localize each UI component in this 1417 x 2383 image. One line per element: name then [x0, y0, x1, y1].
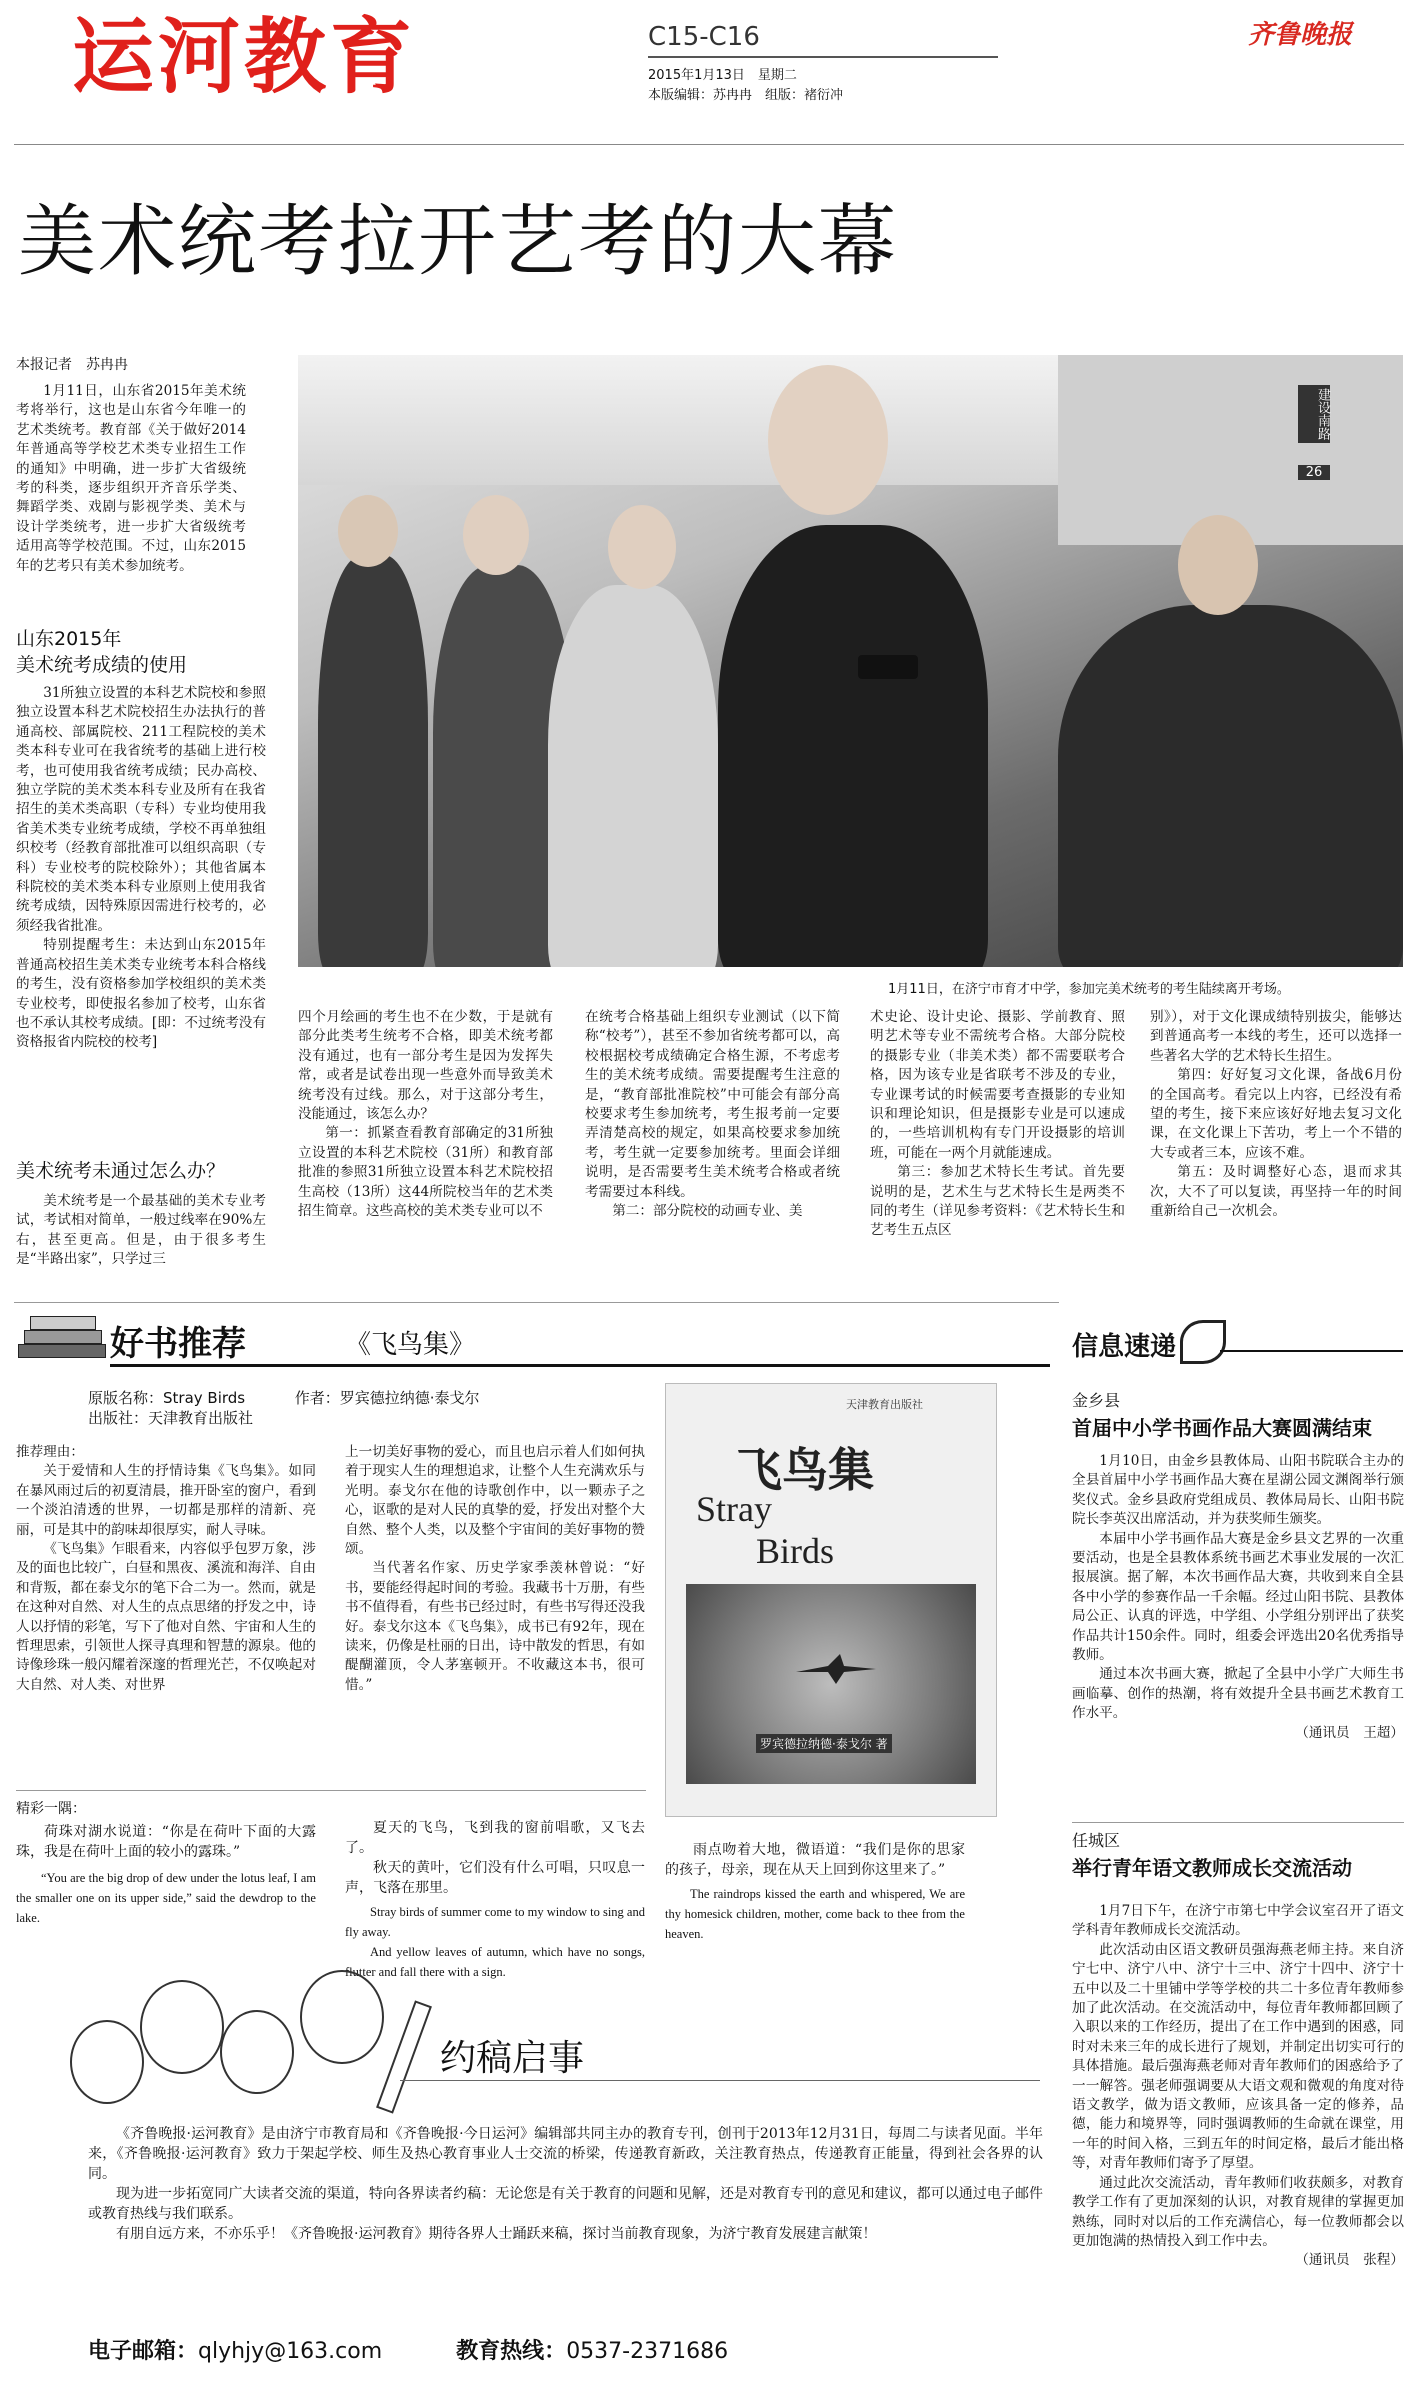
cover-publisher: 天津教育出版社 [846, 1398, 923, 1411]
book-reason-col1: 推荐理由： 关于爱情和人生的抒情诗集《飞鸟集》。如同在暴风雨过后的初夏清晨，推开卧室的窗户，看到一个淡泊清透的世界，一切都是那样的清新、亮丽，可是其中的韵味却很厚实，耐人寻味。 《飞鸟集》乍眼看来，内容似乎包罗万象，涉及的面也比较广，白昼和黑夜、溪流和海洋、自由和背叛，都在泰戈尔的笔下合二为一。然而，就是在这种对自然、对人生的点点思绪的抒发之中，诗人以抒情的彩笔，写下了他对自然、宇宙和人生的哲理思索，引领世人探寻真理和智慧的源泉。他的诗像珍珠一般闪耀着深邃的哲理光芒，不仅唤起对大自然、对人类、对世界 [16, 1444, 316, 1693]
house-number: 26 [1298, 465, 1330, 480]
date-line: 2015年1月13日 星期二 [648, 68, 797, 83]
header-rule [14, 144, 1404, 145]
news-item1-body: 1月10日，由金乡县教体局、山阳书院联合主办的全县首届中小学书画作品大赛在星湖公园文渊阁举行颁奖仪式。金乡县政府党组成员、教体局局长、山阳书院院长李英汉出席活动，并为获奖师生颁奖。 本届中小学书画作品大赛是金乡县文艺界的一次重要活动，也是全县教体系统书画艺术事业发展的一次汇报展演。据了解，本次书画作品大赛，共收到来自全县各中小学的参赛作品一千余幅。经过山阳书院、县教体局公正、认真的评选，中学组、小学组分别评出了获奖作品共计150余件。同时，组委会评选出20名优秀指导教师。 通过本次书画大赛，掀起了全县中小学广大师生书画临摹、创作的热潮，将有效提升全县书画艺术教育工作水平。 （通讯员 王超） [1072, 1453, 1404, 1741]
news-title-rule [1220, 1350, 1403, 1352]
bird-icon [796, 1654, 876, 1684]
cover-title-en-1: Stray [696, 1489, 772, 1529]
page-range: C15-C16 [648, 22, 760, 52]
excerpt-3: 雨点吻着大地，微语道：“我们是你的思家的孩子，母亲，现在从天上回到你这里来了。” The raindrops kissed the earth and whispered, We are thy homesick children, mother, come back to thee from the heaven. [665, 1842, 965, 1941]
col2-body: 四个月绘画的考生也不在少数，于是就有部分此类考生统考不合格，即美术统考都没有通过，也有一部分考生是因为发挥失常，或者是试卷出现一些意外而导致美术统考没有过线。那么，对于这部分考生，没能通过，该怎么办？ 第一：抓紧查看教育部确定的31所独立设置的本科艺术院校（31所）和教育部批准的参照31所独立设置本科艺术院校招生高校（13所）这44所院校当年的艺术类招生简章。这些高校的美术类专业可以不 [298, 1009, 553, 1220]
book-stack-icon [18, 1316, 108, 1366]
kids-illustration [70, 1960, 400, 2110]
excerpt-rule [16, 1790, 646, 1791]
masthead-title: 运河教育 [72, 10, 417, 105]
news-section-title: 信息速递 [1072, 1332, 1177, 1362]
street-sign: 建设南路 [1298, 385, 1330, 443]
masthead-underline [648, 56, 998, 58]
cover-title-en-2: Birds [756, 1531, 835, 1571]
email-label: 电子邮箱： [88, 2339, 199, 2364]
col3-body: 在统考合格基础上组织专业测试（以下简称“校考”），甚至不参加省统考都可以，高校根据校考成绩确定合格生源，不考虑考生的美术统考成绩。需要提醒考生注意的是，“教育部批准院校”中可能会有部分高校要求考生参加统考，考生报考前一定要弄清楚高校的规定，如果高校要求参加统考，考生就一定要参加统考。里面会详细说明，是否需要考生美术统考合格或者统考需要过本科线。 第二：部分院校的动画专业、美 [585, 1009, 840, 1220]
editors-line: 本版编辑：苏冉冉 组版：褚衍冲 [648, 88, 844, 103]
col5-body: 别》），对于文化课成绩特别拔尖，能够达到普通高考一本线的考生，还可以选择一些著名大学的艺术特长生招生。 第四：好好复习文化课，备战6月份的全国高考。看完以上内容，已经没有希望的考生，接下来应该好好地去复习文化课，在文化课上下苦功，考上一个不错的大专或者三本，应该不难。 第五：及时调整好心态，退而求其次，大不了可以复读，再坚持一年的时间重新给自己一次机会。 [1150, 1009, 1402, 1220]
photo-caption: 1月11日，在济宁市育才中学，参加完美术统考的考生陆续离开考场。 [888, 982, 1290, 997]
subhead-1: 山东2015年 美术统考成绩的使用 [16, 628, 188, 676]
section-divider [14, 1302, 1059, 1303]
subhead-2: 美术统考未通过怎么办？ [16, 1160, 226, 1182]
book-reason-col2: 上一切美好事物的爱心，而且也启示着人们如何执着于现实人生的理想追求，让整个人生充满欢乐与光明。泰戈尔在他的诗歌创作中，以一颗赤子之心，讴歌的是对人民的真挚的爱，抒发出对整个大自然、整个人类，以及整个宇宙间的美好事物的赞颂。 当代著名作家、历史学家季羡林曾说：“好书，要能经得起时间的考验。我藏书十万册，有些书不值得看，有些书已经过时，有些书写得还没我好。泰戈尔这本《飞鸟集》，成书已有92年，现在读来，仍像是杜丽的日出，诗中散发的哲思，有如醍醐灌顶，令人茅塞顿开。不收藏这本书，很可惜。” [345, 1444, 645, 1693]
contact-line [88, 2334, 728, 2365]
excerpt-2: 夏天的飞鸟，飞到我的窗前唱歌，又飞去了。 秋天的黄叶，它们没有什么可唱，只叹息一声，飞落在那里。 Stray birds of summer come to my window to sing and fly away. And yellow leaves of autumn, which have no songs, flutter and fall there with a sign. [345, 1820, 645, 1979]
news-item2-place: 任城区 [1072, 1831, 1121, 1850]
col1-body-2: 美术统考是一个最基础的美术专业考试，考试相对简单，一般过线率在90%左右，甚至更高。但是，由于很多考生是“半路出家”，只学过三 [16, 1193, 266, 1268]
call-title: 约稿启事 [440, 2038, 585, 2079]
excerpt-label: 精彩一隅： [16, 1801, 86, 1817]
books-section-title: 好书推荐 [110, 1324, 246, 1364]
byline: 本报记者 苏冉冉 [16, 357, 128, 373]
headline: 美术统考拉开艺考的大幕 [18, 197, 899, 287]
news-item1-title: 首届中小学书画作品大赛圆满结束 [1072, 1416, 1372, 1440]
books-title-rule [110, 1364, 1050, 1367]
col4-body: 术史论、设计史论、摄影、学前教育、照明艺术等专业不需统考合格。大部分院校的摄影专业（非美术类）都不需要联考合格，因为该专业是省联考不涉及的专业，专业课考试的时候需要考查摄影的专业知识和理论知识，但是摄影专业是可以速成的，一些培训机构有专门开设摄影的培训班，可能在一两个月就能速成。 第三：参加艺术特长生考试。首先要说明的是，艺术生与艺术特长生是两类不同的考生（详见参考资料：《艺术特长生和艺考生五点区 [870, 1009, 1125, 1239]
bird-image [686, 1584, 976, 1784]
book-title: 《飞鸟集》 [345, 1330, 476, 1360]
news-item1-place: 金乡县 [1072, 1391, 1121, 1410]
news-divider [1072, 1822, 1404, 1823]
email-address[interactable]: qlyhjy@163.com [198, 2339, 383, 2364]
paper-logo: 齐鲁晚报 [1248, 20, 1353, 50]
lead-paragraph: 1月11日，山东省2015年美术统考将举行，这也是山东省今年唯一的艺术类统考。教育部《关于做好2014年普通高等学校艺术类专业招生工作的通知》中明确，进一步扩大省级统考的科类，逐步组织开齐音乐学类、舞蹈学类、戏剧与影视学类、美术与设计学类统考，进一步扩大省级统考适用高等学校范围。不过，山东2015年的艺考只有美术参加统考。 [16, 383, 246, 574]
excerpt-1: 荷珠对湖水说道：“你是在荷叶下面的大露珠，我是在荷叶上面的较小的露珠。” “You are the big drop of dew under the lotus leaf, I am the smaller one on its upper side,” said the dewdrop to the lake. [16, 1824, 316, 1925]
news-photo [298, 355, 1403, 967]
cover-author: 罗宾德拉纳德·泰戈尔 著 [756, 1734, 892, 1753]
hotline-label: 教育热线： [456, 2339, 567, 2364]
book-meta: 原版名称：Stray Birds 作者：罗宾德拉纳德·泰戈尔 出版社：天津教育出版社 [88, 1389, 480, 1427]
news-item2-title: 举行青年语文教师成长交流活动 [1072, 1856, 1352, 1880]
call-body: 《齐鲁晚报·运河教育》是由济宁市教育局和《齐鲁晚报·今日运河》编辑部共同主办的教育专刊，创刊于2013年12月31日，每周二与读者见面。半年来，《齐鲁晚报·运河教育》致力于架起学校、师生及热心教育事业人士交流的桥梁，传递教育新政，关注教育热点，传递教育正能量，得到社会各界的认同。 现为进一步拓宽同广大读者交流的渠道，特向各界读者约稿：无论您是有关于教育的问题和见解，还是对教育专刊的意见和建议，都可以通过电子邮件或教育热线与我们联系。 有朋自远方来，不亦乐乎！《齐鲁晚报·运河教育》期待各界人士踊跃来稿，探讨当前教育现象，为济宁教育发展建言献策！ [88, 2126, 1043, 2242]
leaf-icon [1180, 1320, 1226, 1364]
col1-body: 31所独立设置的本科艺术院校和参照独立设置本科艺术院校招生办法执行的普通高校、部属院校、211工程院校的美术类本科专业可在我省统考的基础上进行校考，也可使用我省统考成绩；民办高校、独立学院的美术类本科专业及所有在我省招生的美术类高职（专科）专业均使用我省美术类专业统考成绩，学校不再单独组织校考（经教育部批准可以组织高职（专科）专业校考的院校除外）；其他省属本科院校的美术类本科专业原则上使用我省统考成绩，因特殊原因需进行校考的，必须经我省批准。 特别提醒考生：未达到山东2015年普通高校招生美术类专业统考本科合格线的考生，没有资格参加学校组织的美术类专业校考，即使报名参加了校考，山东省也不承认其校考成绩。[即：不过统考没有资格报省内院校的校考] [16, 685, 266, 1051]
cover-title-cn: 飞鸟集 [736, 1443, 874, 1497]
news-item2-body: 1月7日下午，在济宁市第七中学会议室召开了语文学科青年教师成长交流活动。 此次活动由区语文教研员强海燕老师主持。来自济宁七中、济宁八中、济宁十三中、济宁十四中、济宁十五中以及二十里铺中学等学校的共二十多位青年教师参加了此次活动。在交流活动中，每位青年教师都回顾了入职以来的工作经历，提出了在工作中遇到的困惑，同时对未来三年的成长进行了规划，并制定出切实可行的具体措施。最后强海燕老师对青年教师们的困惑给予了一一解答。强老师强调要从大语文观和微观的角度对待语文教学，做为语文教师，应该具备一定的修养，品德，能力和境界等，同时强调教师的生命就在课堂，用一年的时间入格，三到五年的时间定格，最后才能出格等，对青年教师们寄予了厚望。 通过此次交流活动，青年教师们收获颇多，对教育教学工作有了更加深刻的认识，对教育规律的掌握更加熟练，同时对以后的工作充满信心，每一位教师都会以更加饱满的热情投入到工作中去。 （通讯员 张程） [1072, 1903, 1404, 2269]
call-title-rule [400, 2080, 1040, 2081]
hotline-number[interactable]: 0537-2371686 [566, 2339, 729, 2364]
book-cover [665, 1383, 997, 1817]
